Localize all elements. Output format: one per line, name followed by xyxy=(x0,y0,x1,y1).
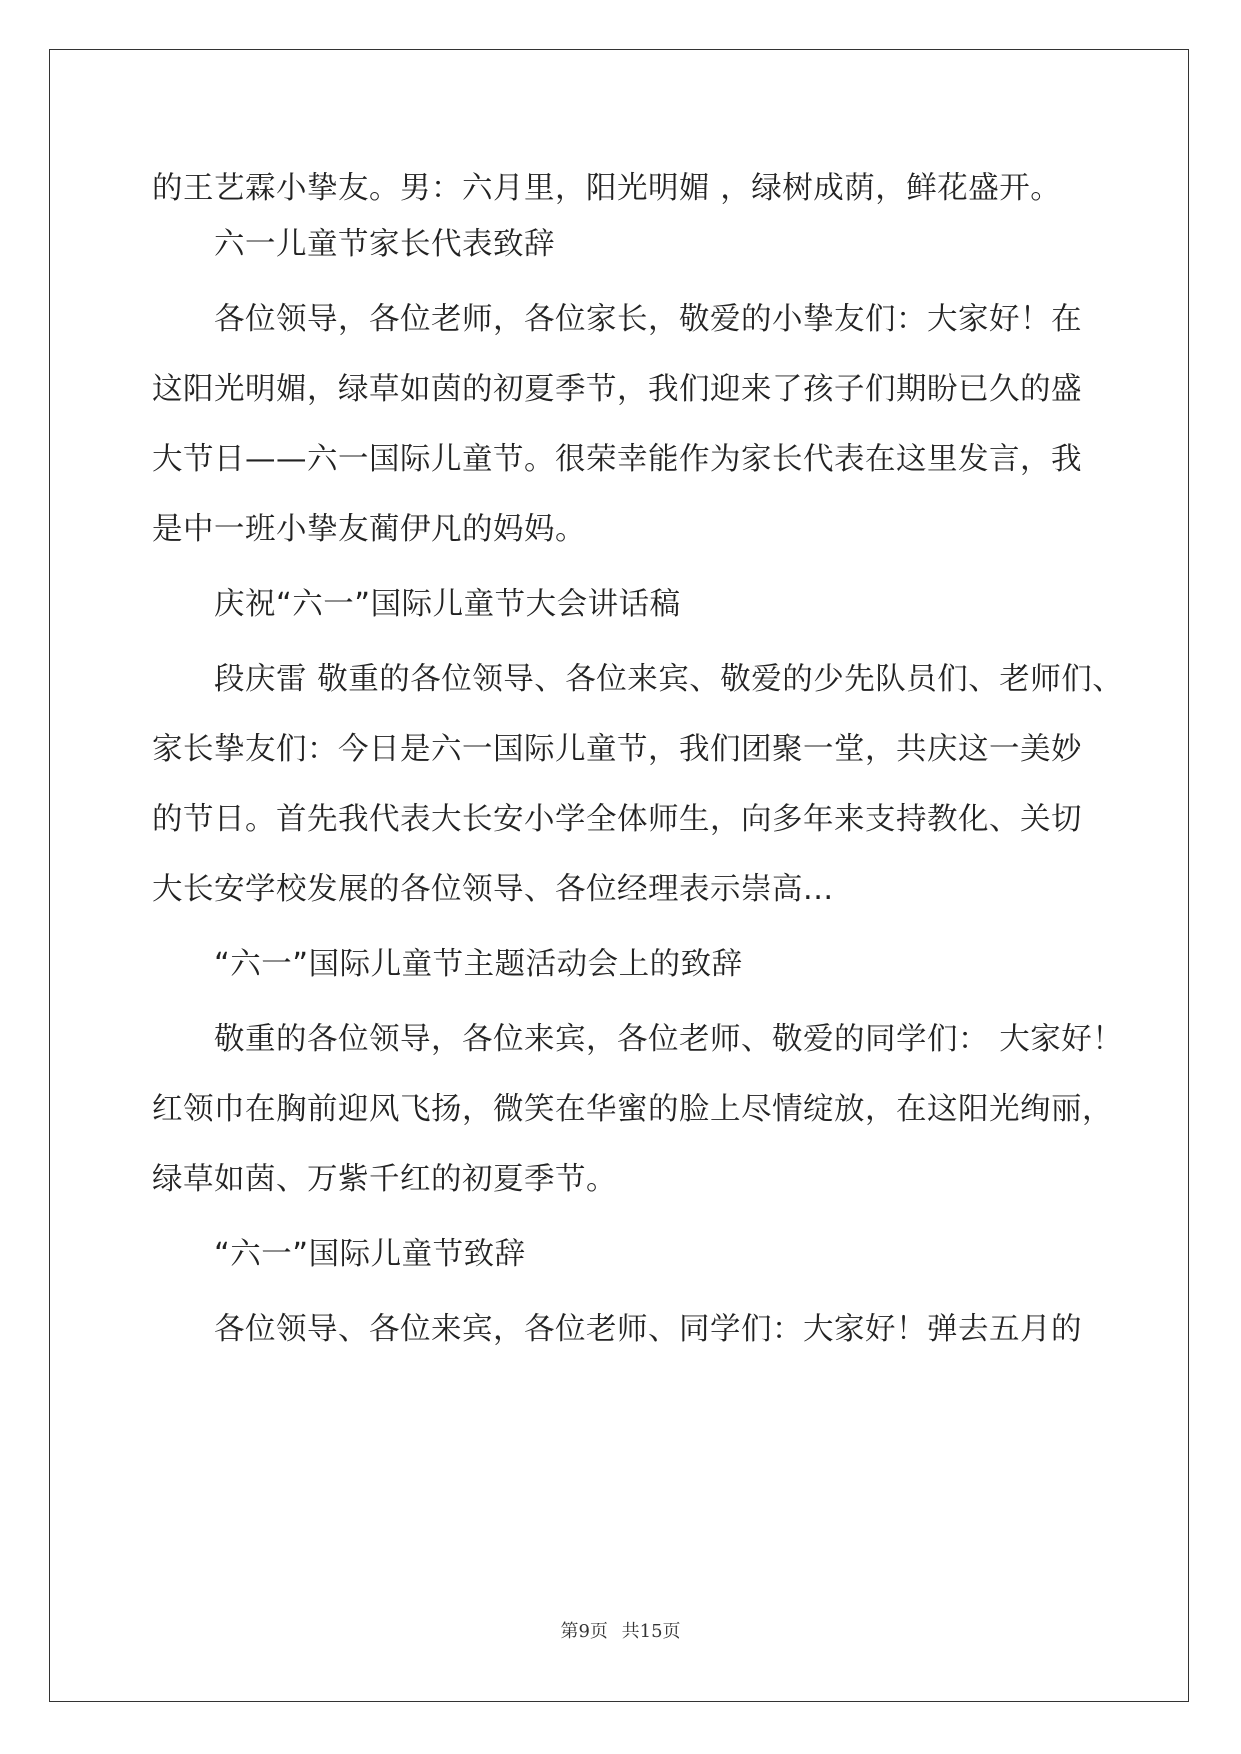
section-heading: 庆祝“六一”国际儿童节大会讲话稿 xyxy=(214,587,681,622)
text-line: 的节日。首先我代表大长安小学全体师生，向多年来支持教化、关切 xyxy=(152,802,1082,837)
section-heading: 六一儿童节家长代表致辞 xyxy=(214,227,555,262)
text-line: 各位领导、各位来宾，各位老师、同学们：大家好！弹去五月的 xyxy=(214,1312,1082,1347)
text-line: 大长安学校发展的各位领导、各位经理表示崇高... xyxy=(152,872,834,907)
text-line: 红领巾在胸前迎风飞扬，微笑在华蜜的脸上尽情绽放，在这阳光绚丽， xyxy=(152,1092,1113,1127)
text-line: 的王艺霖小挚友。男：六月里，阳光明媚 ，绿树成荫，鲜花盛开。 xyxy=(152,171,1062,206)
text-line: 敬重的各位领导，各位来宾，各位老师、敬爱的同学们： 大家好！ xyxy=(214,1022,1124,1057)
page-footer xyxy=(0,1617,1241,1643)
text-line: 各位领导，各位老师，各位家长，敬爱的小挚友们：大家好！在 xyxy=(214,302,1082,337)
text-line: 是中一班小挚友蔺伊凡的妈妈。 xyxy=(152,512,586,547)
page-total: 共15页 xyxy=(621,1621,681,1642)
text-line: 绿草如茵、万紫千红的初夏季节。 xyxy=(152,1162,617,1197)
page-number: 第9页 xyxy=(560,1621,608,1642)
section-heading: “六一”国际儿童节主题活动会上的致辞 xyxy=(214,947,743,982)
text-line: 这阳光明媚，绿草如茵的初夏季节，我们迎来了孩子们期盼已久的盛 xyxy=(152,372,1082,407)
text-line: 段庆雷 敬重的各位领导、各位来宾、敬爱的少先队员们、老师们、 xyxy=(214,662,1124,697)
section-heading: “六一”国际儿童节致辞 xyxy=(214,1237,526,1272)
text-line: 大节日——六一国际儿童节。很荣幸能作为家长代表在这里发言，我 xyxy=(152,442,1082,477)
text-line: 家长挚友们：今日是六一国际儿童节，我们团聚一堂，共庆这一美妙 xyxy=(152,732,1082,767)
